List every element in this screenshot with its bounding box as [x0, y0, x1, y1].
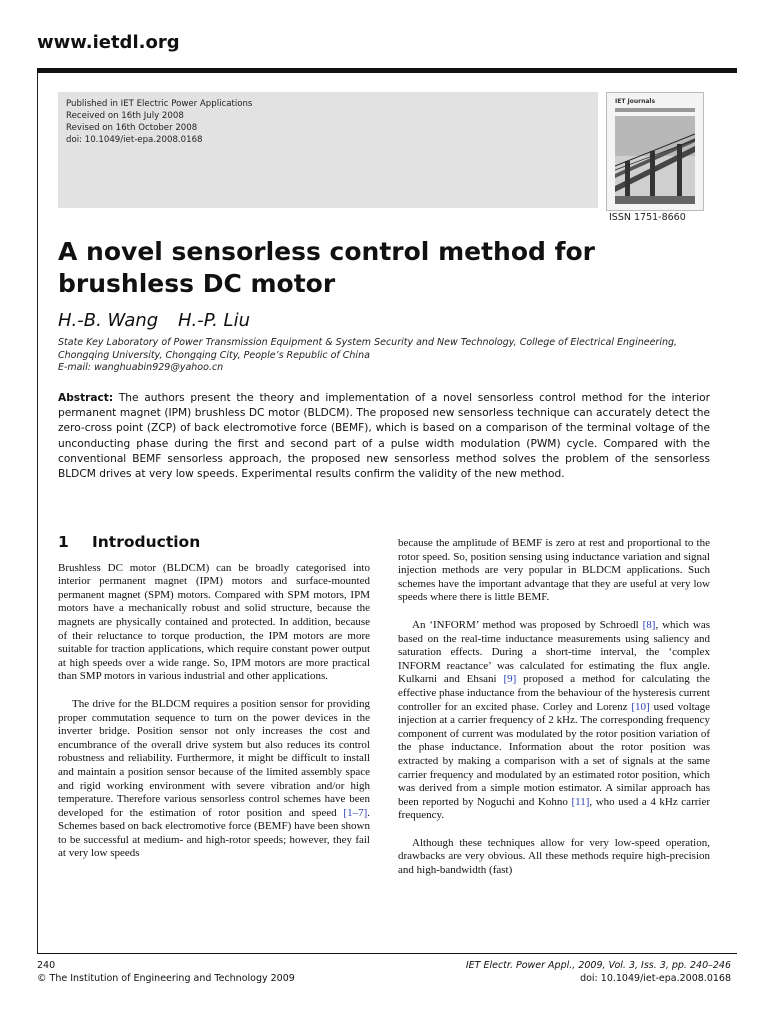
doi-line: doi: 10.1049/iet-epa.2008.0168	[66, 135, 203, 145]
abstract	[58, 391, 710, 482]
left-column	[58, 533, 370, 875]
margin-rule	[37, 73, 38, 953]
cover-band	[615, 108, 695, 112]
cover-photo	[615, 116, 695, 204]
citation-link[interactable]: [1–7]	[343, 806, 368, 819]
copyright: © The Institution of Engineering and Technology 2009	[37, 973, 295, 984]
paragraph: Although these techniques allow for very low-speed operation, drawbacks are very obvious. All these methods require high-precision and high-bandwidth (fast)	[398, 836, 710, 877]
affiliation	[58, 337, 718, 375]
revised-date: Revised on 16th October 2008	[66, 123, 198, 133]
issn: ISSN 1751-8660	[609, 212, 686, 223]
footer-right	[466, 959, 731, 985]
right-column	[398, 537, 710, 892]
paragraph: Brushless DC motor (BLDCM) can be broadly categorised into interior permanent magnet (IPM) motors and surface-mounted permanent magnet (SPM) motors. Compared with SPM motors, IPM motors have a mechanically robust and solid structure, because the magnets are physically contained and protected. In addition, because of their reluctance to torque production, the IPM motors are more suitable for traction applications, which require constant power output at high speeds over a wide range. So, IPM motors are more practical than SMP motors in various industrial and other applications.	[58, 561, 370, 683]
section-title: Introduction	[92, 533, 201, 551]
received-date: Received on 16th July 2008	[66, 111, 184, 121]
paragraph: because the amplitude of BEMF is zero at rest and proportional to the rotor speed. So, position sensing using inductance variation and signal injection methods are very popular in BLDCM applications. Such schemes have the important advantage that they are useful at very low speeds where there is little BEMF.	[398, 537, 710, 604]
section-heading	[58, 533, 370, 551]
citation-link[interactable]: [11]	[571, 795, 590, 808]
citation-link[interactable]: [10]	[631, 700, 650, 713]
citation-link[interactable]: [9]	[503, 673, 517, 686]
affiliation-text: State Key Laboratory of Power Transmission Equipment & System Security and New Technology, College of Electrical Engineering, Chongqing University, Chongqing City, People’s Republic of China	[58, 337, 678, 361]
header-rule	[37, 68, 737, 73]
paragraph: An ‘INFORM’ method was proposed by Schroedl [8], which was based on the real-time inductance measurements using saliency and saturation effects. During a short-time interval, the ‘complex INFORM reactance’ was calculated for estimating the flux angle. Kulkarni and Ehsani [9] proposed a method for calculating the effective phase inductance from the behaviour of the hysteresis current controller for an excited phase. Corley and Lorenz [10] used voltage injection at a carrier frequency of 2 kHz. The corresponding frequency component of current was modulated by the rotor position variation of the phase inductance. Information about the rotor position was extracted by making a comparison with a set of signals at the same carrier frequency and modulated by an estimated rotor position, which was derived from a simple motion estimator. A similar approach has been reported by Noguchi and Kohno [11], who used a 4 kHz carrier frequency.	[398, 618, 710, 822]
publication-info-box	[58, 92, 598, 208]
journal-cover-image	[606, 92, 704, 211]
abstract-text: The authors present the theory and implementation of a novel sensorless control method for the interior permanent magnet (IPM) brushless DC motor (BLDCM). The proposed new sensorless technique can accurately detect the zero-cross point (ZCP) of back electromotive force (BEMF), which is based on a comparison of the terminal voltage of the unconducting phase during the first and second part of a pulse width modulation (PWM) cycle. Compared with the conventional BEMF sensorless approach, the proposed new sensorless method solves the problem of the sensorless BLDCM drives at very low speeds. Experimental results confirm the validity of the new method.	[58, 392, 710, 481]
footer-left	[37, 959, 295, 985]
footer-doi: doi: 10.1049/iet-epa.2008.0168	[580, 973, 731, 984]
abstract-label: Abstract:	[58, 392, 114, 404]
journal-citation: IET Electr. Power Appl., 2009, Vol. 3, Iss. 3, pp. 240–246	[465, 960, 731, 971]
citation-link[interactable]: [8]	[642, 618, 656, 631]
footer-rule	[37, 953, 737, 954]
authors	[58, 310, 264, 331]
paper-title: A novel sensorless control method for brushless DC motor	[58, 237, 595, 298]
page-number: 240	[37, 960, 56, 971]
published-in: Published in IET Electric Power Applications	[66, 99, 253, 109]
journal-logo: IET Journals	[615, 98, 656, 105]
site-url[interactable]: www.ietdl.org	[37, 32, 180, 53]
author-email[interactable]: E-mail: wanghuabin929@yahoo.cn	[58, 362, 224, 373]
author-name: H.-P. Liu	[177, 310, 250, 331]
section-number: 1	[58, 533, 69, 551]
author-name: H.-B. Wang	[58, 310, 159, 331]
paragraph: The drive for the BLDCM requires a position sensor for providing proper commutation sequence to turn on the power devices in the inverter bridge. Position sensor not only increases the cost and encumbrance of the overall drive system but also reduces its control robustness and reliability. Furthermore, it might be difficult to install and maintain a position sensor because of the limited assembly space and rigid working environment with severe vibration and/or high temperature. Therefore various sensorless control schemes have been developed for the estimation of rotor position and speed [1–7]. Schemes based on back electromotive force (BEMF) have been shown to be successful at medium- and high-rotor speeds; however, they fail at very low speeds	[58, 697, 370, 860]
